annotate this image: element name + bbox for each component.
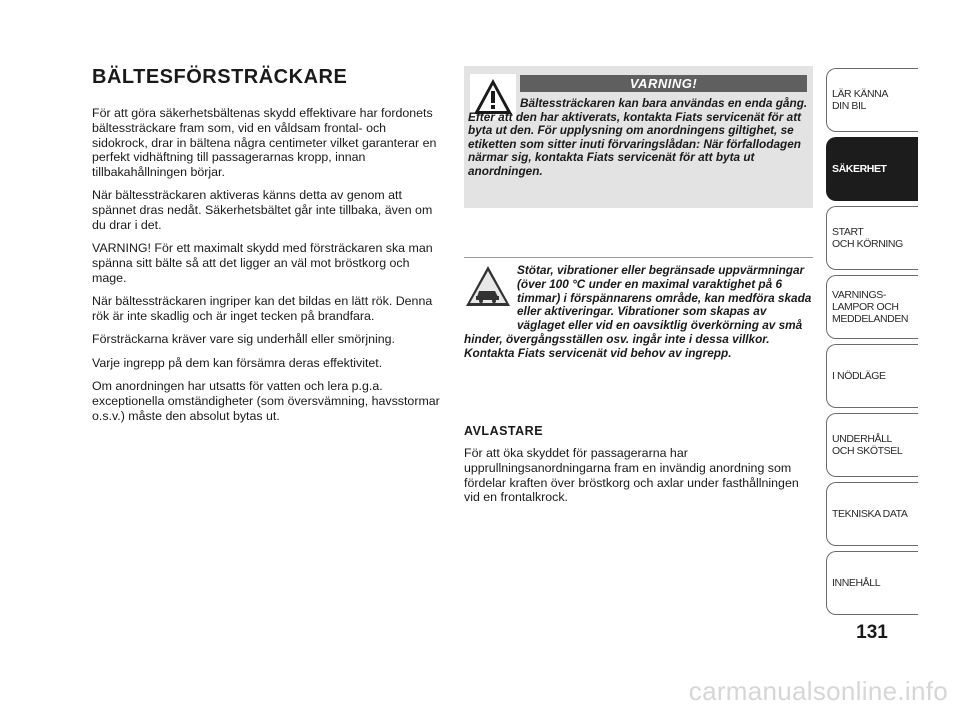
watermark: carmanualsonline.info: [688, 676, 948, 706]
section-heading: AVLASTARE: [464, 424, 544, 438]
tab-label: INNEHÅLL: [832, 577, 881, 589]
note-text-block: [464, 264, 813, 361]
tab-innehall[interactable]: [826, 551, 918, 615]
paragraph: Försträckarna kräver vare sig underhåll eller smörjning.: [92, 332, 396, 347]
paragraph: Varje ingrepp på dem kan försämra deras effektivitet.: [92, 355, 383, 370]
section-text: För att öka skyddet för passagerarna har upprullningsanordningarna fram en invändig anordning som fördelar kraften över bröstkorg och axlar under fasthållningen vid en frontalkrock.: [464, 446, 799, 505]
warning-label: VARNING!: [520, 75, 807, 92]
warning-box: [464, 66, 813, 208]
tab-label: START OCH KÖRNING: [832, 226, 903, 250]
warning-text: Bältessträckaren kan bara användas en enda gång. Efter att den har aktiverats, kontakta Fiats servicenät för att byta ut den. För upplysning om anordningens giltighet, se etiketten som sitter inuti förvaringslådan: När förfallodagen närmar sig, kontakta Fiats servicenät för att byta ut anordningen.: [468, 96, 808, 178]
chapter-tabs: [826, 68, 918, 620]
tab-label: I NÖDLÄGE: [832, 370, 886, 382]
page-number: 131: [856, 622, 888, 643]
paragraph: När bältessträckaren ingriper kan det bildas en lätt rök. Denna rök är inte skadlig och är inget tecken på brandfara.: [92, 294, 433, 324]
tab-label: UNDERHÅLL OCH SKÖTSEL: [832, 433, 903, 457]
tab-i-nodlage[interactable]: [826, 344, 918, 408]
paragraph: VARNING! För ett maximalt skydd med försträckaren ska man spänna sitt bälte så att det ligger an väl mot bröstkorg och mage.: [92, 241, 433, 285]
tab-label: VARNINGS- LAMPOR OCH MEDDELANDEN: [832, 289, 909, 325]
tab-start-och-korning[interactable]: [826, 206, 918, 270]
tab-label: SÄKERHET: [832, 163, 887, 175]
page-title: BÄLTESFÖRSTRÄCKARE: [92, 66, 348, 88]
divider: [464, 257, 813, 258]
car-triangle-icon: [464, 264, 512, 308]
paragraph: När bältessträckaren aktiveras känns detta av genom att spännet dras nedåt. Säkerhetsbältet går inte tillbaka, även om du drar i det.: [92, 188, 433, 233]
paragraph: Om anordningen har utsatts för vatten och lera p.g.a. exceptionella omständigheter (som översvämning, havsstormar o.s.v.) måste den absolut bytas ut.: [92, 378, 440, 423]
note-text: Stötar, vibrationer eller begränsade uppvärmningar (över 100 °C under en maximal varaktighet på 6 timmar) i förspännarens område, kan medföra skada eller aktiveringar. Vibrationer som skapas av väglaget eller vid en oavsiktlig överkörning av små hinder, övergångsställen osv. ingår inte i dessa villkor. Kontakta Fiats servicenät vid behov av ingrepp.: [464, 263, 812, 360]
tab-lar-kanna-din-bil[interactable]: [826, 68, 918, 132]
tab-underhall-och-skotsel[interactable]: [826, 413, 918, 477]
tab-tekniska-data[interactable]: [826, 482, 918, 546]
warning-text-block: [468, 97, 811, 179]
tab-label: TEKNISKA DATA: [832, 508, 908, 520]
tab-varningslampor[interactable]: [826, 275, 918, 339]
main-text-column: [92, 106, 444, 432]
tab-sakerhet[interactable]: [826, 137, 918, 201]
tab-label: LÄR KÄNNA DIN BIL: [832, 88, 888, 112]
paragraph: För att göra säkerhetsbältenas skydd effektivare har fordonets bältessträckare fram som, vid en våldsam frontal- och sidokrock, drar in bältena några centimeter vilket garanterar en perfekt vidhäftning till passagerarnas kropp, innan tillbakahållningen börjar.: [92, 106, 437, 180]
note-box: [464, 264, 813, 361]
